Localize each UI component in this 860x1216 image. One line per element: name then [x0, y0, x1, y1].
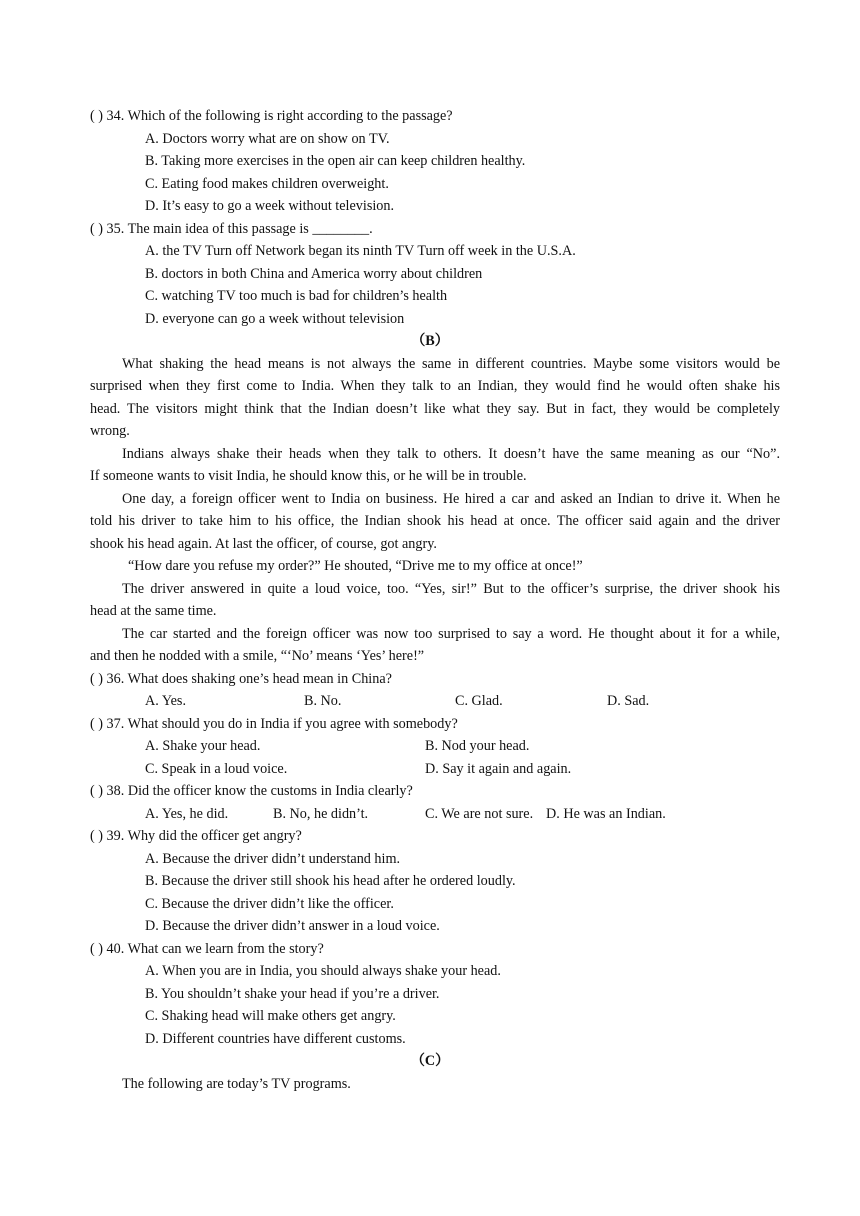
passage-line: The car started and the foreign officer was now too surprised to say a word. He thought about it for a while,: [122, 626, 780, 642]
section-c-heading: （C）: [410, 1053, 450, 1069]
question-36-option-c: C. Glad.: [455, 693, 503, 709]
question-38-option-a: A. Yes, he did.: [145, 806, 229, 822]
passage-line: and then he nodded with a smile, “‘No’ means ‘Yes’ here!”: [90, 648, 425, 664]
passage-line: Indians always shake their heads when they talk to others. It doesn’t have the same meaning as our “No”.: [122, 446, 780, 462]
question-35-option-b: B. doctors in both China and America worry about children: [145, 266, 483, 282]
question-38-option-b: B. No, he didn’t.: [273, 806, 369, 822]
question-38-option-c: C. We are not sure.: [425, 806, 534, 822]
question-40-option-c: C. Shaking head will make others get angry.: [145, 1008, 396, 1024]
passage-line: told his driver to take him to his office, the Indian shook his head at once. The officer said again and the driver: [90, 513, 780, 529]
passage-line: head. The visitors might think that the Indian doesn’t like what they say. But in fact, they would be completely: [90, 401, 780, 417]
question-39-option-c: C. Because the driver didn’t like the officer.: [145, 896, 394, 912]
question-35-option-c: C. watching TV too much is bad for children’s health: [145, 288, 448, 304]
question-37-option-d: D. Say it again and again.: [425, 761, 572, 777]
question-37-option-b: B. Nod your head.: [425, 738, 530, 754]
question-34-option-a: A. Doctors worry what are on show on TV.: [145, 131, 390, 147]
passage-line: The driver answered in quite a loud voice, too. “Yes, sir!” But to the officer’s surprise, the driver shook his: [122, 581, 780, 597]
question-40-option-b: B. You shouldn’t shake your head if you’re a driver.: [145, 986, 440, 1002]
question-36-option-d: D. Sad.: [607, 693, 650, 709]
passage-line: What shaking the head means is not always the same in different countries. Maybe some visitors would be: [122, 356, 780, 372]
question-40-option-a: A. When you are in India, you should always shake your head.: [145, 963, 501, 979]
passage-line: If someone wants to visit India, he should know this, or he will be in trouble.: [90, 468, 527, 484]
question-40-option-d: D. Different countries have different customs.: [145, 1031, 406, 1047]
passage-line: One day, a foreign officer went to India on business. He hired a car and asked an Indian to drive it. When he: [122, 491, 780, 507]
question-35-stem: ( ) 35. The main idea of this passage is ________.: [90, 221, 373, 237]
question-37-option-a: A. Shake your head.: [145, 738, 261, 754]
passage-line: “How dare you refuse my order?” He shouted, “Drive me to my office at once!”: [128, 558, 583, 574]
question-35-option-a: A. the TV Turn off Network began its ninth TV Turn off week in the U.S.A.: [145, 243, 576, 259]
question-37-stem: ( ) 37. What should you do in India if you agree with somebody?: [90, 716, 458, 732]
question-40-stem: ( ) 40. What can we learn from the story?: [90, 941, 324, 957]
question-36-option-a: A. Yes.: [145, 693, 187, 709]
question-36-stem: ( ) 36. What does shaking one’s head mean in China?: [90, 671, 392, 687]
question-37-option-c: C. Speak in a loud voice.: [145, 761, 288, 777]
question-35-option-d: D. everyone can go a week without television: [145, 311, 405, 327]
question-36-option-b: B. No.: [304, 693, 342, 709]
question-34-stem: ( ) 34. Which of the following is right according to the passage?: [90, 108, 453, 124]
question-38-option-d: D. He was an Indian.: [546, 806, 666, 822]
question-34-option-b: B. Taking more exercises in the open air can keep children healthy.: [145, 153, 526, 169]
question-38-stem: ( ) 38. Did the officer know the customs in India clearly?: [90, 783, 413, 799]
passage-line: head at the same time.: [90, 603, 217, 619]
question-39-stem: ( ) 39. Why did the officer get angry?: [90, 828, 302, 844]
question-39-option-d: D. Because the driver didn’t answer in a loud voice.: [145, 918, 440, 934]
passage-line: shook his head again. At last the officer, of course, got angry.: [90, 536, 437, 552]
question-39-option-b: B. Because the driver still shook his head after he ordered loudly.: [145, 873, 516, 889]
question-39-option-a: A. Because the driver didn’t understand him.: [145, 851, 401, 867]
passage-line: surprised when they first come to India. When they talk to an Indian, they would find he would often shake his: [90, 378, 780, 394]
section-c-intro: The following are today’s TV programs.: [122, 1076, 351, 1092]
passage-line: wrong.: [90, 423, 130, 439]
question-34-option-c: C. Eating food makes children overweight.: [145, 176, 389, 192]
section-b-heading: （B）: [411, 333, 449, 349]
question-34-option-d: D. It’s easy to go a week without television.: [145, 198, 395, 214]
